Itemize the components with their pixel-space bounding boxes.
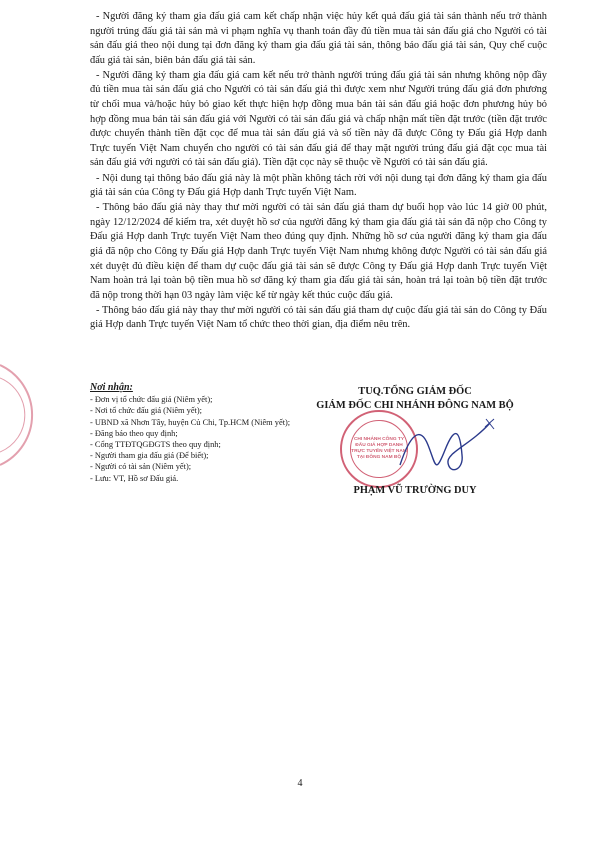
company-seal-text: CHI NHÁNH CÔNG TY ĐẤU GIÁ HỢP DANH TRỰC TUYẾN VIỆT NAM TẠI ĐÔNG NAM BỘ bbox=[350, 420, 408, 478]
handwritten-signature-icon bbox=[390, 415, 500, 485]
recipient-item: - UBND xã Nhơn Tây, huyện Củ Chi, Tp.HCM (Niêm yết); bbox=[90, 417, 291, 427]
signature-block bbox=[300, 385, 530, 413]
body-text bbox=[90, 10, 547, 334]
paragraph-1: - Người đăng ký tham gia đấu giá cam kết chấp nhận việc hủy kết quả đấu giá tài sản thành nếu trở thành người trúng đấu giá tài sản mà vi phạm nghĩa vụ thanh toán đầy đủ tiền mua tài sản đấu giá cho Người có tài sản đấu giá theo nội dung tại đơn đăng ký tham gia đấu giá tài sản, thông báo đấu giá tài sản, Quy chế cuộc đấu giá tài sản, biên bản đấu giá tài sản. bbox=[90, 11, 547, 66]
recipient-item: - Nơi tổ chức đấu giá (Niêm yết); bbox=[90, 406, 202, 416]
signer-name: PHẠM VŨ TRƯỜNG DUY bbox=[353, 485, 477, 496]
signature-authority: TUQ.TỔNG GIÁM ĐỐC bbox=[358, 386, 472, 397]
recipient-item: - Người có tài sản (Niêm yết); bbox=[90, 462, 192, 472]
paragraph-3: - Nội dung tại thông báo đấu giá này là một phần không tách rời với nội dung tại đơn đăng ký tham gia đấu giá tài sản của Công ty Đấu giá Hợp danh Trực tuyến Việt Nam. bbox=[90, 172, 547, 199]
edge-seal-icon bbox=[0, 360, 40, 470]
paragraph-5: - Thông báo đấu giá này thay thư mời người có tài sản đấu giá tham dự cuộc đấu giá tài sản do Công ty Đấu giá Hợp danh Trực tuyến Việt Nam tổ chức theo thời gian, địa điểm nêu trên. bbox=[90, 304, 547, 331]
recipient-item: - Cổng TTĐTQGĐGTS theo quy định; bbox=[90, 440, 221, 450]
recipient-item: - Lưu: VT, Hồ sơ Đấu giá. bbox=[90, 473, 179, 483]
paragraph-2: - Người đăng ký tham gia đấu giá cam kết nếu trở thành người trúng đấu giá tài sản nhưng không nộp đầy đủ tiền mua tài sản đấu giá cho Người có tài sản đấu giá thì được xem như Người trúng đấu giá đơn phương từ chối mua và/hoặc hủy bỏ giao kết thực hiện hợp đồng mua bán tài sản đấu giá hoặc đơn phương hủy bỏ hợp đồng mua bán tài sản đấu giá với Người có tài sản đấu giá và chấp nhận mất tiền đặt trước (tiền đặt trước được chuyển thành tiền đặt cọc để mua tài sản đấu giá và số tiền này đã được Công ty Đấu giá Hợp danh Trực tuyến Việt Nam chuyển cho người có tài sản đấu giá để thay mặt người trúng đấu giá đặt cọc mua tài sản đấu giá với người có tài sản đấu giá). Tiền đặt cọc này sẽ thuộc về Người có tài sản đấu giá. bbox=[90, 69, 547, 169]
recipient-item: - Đơn vị tổ chức đấu giá (Niêm yết); bbox=[90, 395, 213, 405]
paragraph-4: - Thông báo đấu giá này thay thư mời người có tài sản đấu giá tham dự buổi họp vào lúc 14 giờ 00 phút, ngày 12/12/2024 để kiểm tra, xét duyệt hồ sơ của người đăng ký tham gia đấu giá tài sản đã nộp cho Công ty Đấu giá Hợp danh Trực tuyến Việt Nam theo đúng quy định. Những hồ sơ của người đăng ký tham gia đấu giá đã nộp cho Công ty Đấu giá Hợp danh Trực tuyến Việt Nam nhưng không được Người có tài sản đấu giá xét duyệt đủ điều kiện để tham dự cuộc đấu giá tài sản sẽ được Công ty Đấu giá Hợp danh Trực tuyến Việt Nam hoàn trả lại toàn bộ tiền mua hồ sơ đăng ký tham gia đấu giá tài sản, hoàn trả lại toàn bộ tiền đặt trước đã nộp trong thời hạn 03 ngày làm việc kể từ ngày kết thúc cuộc đấu giá. bbox=[90, 202, 547, 301]
recipient-item: - Đăng báo theo quy định; bbox=[90, 428, 178, 438]
recipients-title: Nơi nhận: bbox=[90, 382, 133, 393]
page-number: 4 bbox=[297, 778, 303, 789]
signature-position: GIÁM ĐỐC CHI NHÁNH ĐÔNG NAM BỘ bbox=[316, 400, 514, 411]
recipient-item: - Người tham gia đấu giá (Để biết); bbox=[90, 451, 209, 461]
recipients-block bbox=[90, 382, 310, 484]
